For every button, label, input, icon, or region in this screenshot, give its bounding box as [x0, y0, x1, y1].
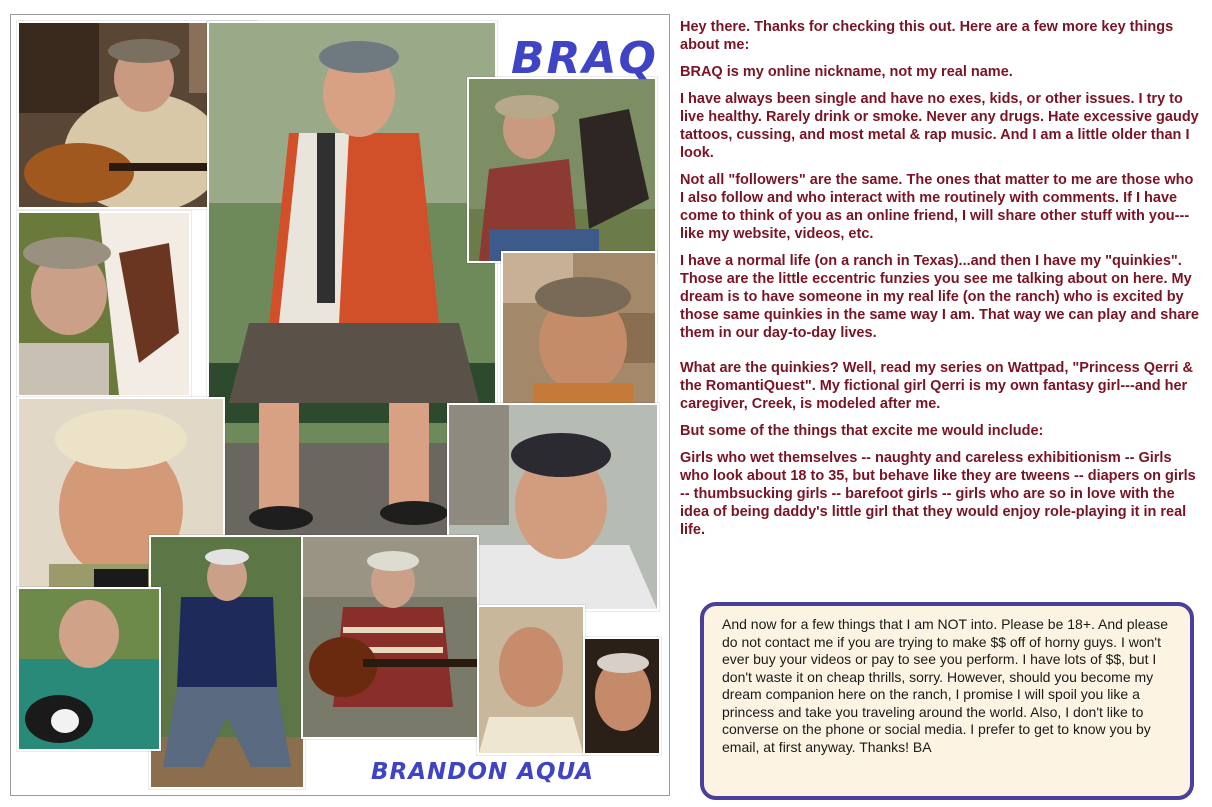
bio-wattpad: What are the quinkies? Well, read my series on Wattpad, "Princess Qerri & the RomantiQuest". My fictional girl Qerri is my own fantasy girl---and her caregiver, Creek, is modeled after me.: [680, 360, 1193, 412]
photo-portrait-small: [477, 605, 585, 755]
photo-portrait-dark: [583, 637, 661, 755]
bio-nickname-note: BRAQ is my online nickname, not my real name.: [680, 64, 1013, 80]
photo-portrait-stone: [501, 251, 657, 409]
photo-with-dog: [467, 77, 657, 263]
notice-box: [700, 602, 1194, 800]
bio-quinkies: I have a normal life (on a ranch in Texas)...and then I have my "quinkies". Those are the little eccentric funzies you see me talking about on here. My dream is to have someone in my real life (on the ranch) who is excited by those same quinkies in the same way I am. That way we can play and share them in our day-to-day lives.: [680, 253, 1199, 341]
photo-collage: [10, 14, 670, 796]
photo-navy-shirt: [149, 535, 305, 789]
notice-text: And now for a few things that I am NOT into. Please be 18+. And please do not contact me if you are trying to make $$ off of horny guys. I won't ever buy your videos or pay to see you perform. I have lots of $$, but I don't waste it on cheap thrills, sorry. However, should you become my dream companion here on the ranch, I promise I will spoil you like a princess and take you traveling around the world. Also, I don't like to converse on the phone or social media. I prefer to get to know you by email, at first anyway. Thanks! BA: [722, 616, 1169, 755]
bio-includes-intro: But some of the things that excite me would include:: [680, 423, 1044, 439]
full-name-caption: BRANDON AQUA: [371, 759, 594, 785]
photo-with-horse: [17, 211, 191, 397]
bio-text: [680, 18, 1200, 548]
photo-with-cat: [17, 587, 161, 751]
bio-intro: Hey there. Thanks for checking this out. Here are a few more key things about me:: [680, 19, 1174, 53]
bio-followers: Not all "followers" are the same. The ones that matter to me are those who I also follow and who interact with me routinely with comments. If I have come to think of you as an online friend, I will share other stuff with you---like my website, videos, etc.: [680, 172, 1194, 242]
nickname-title: BRAQ: [511, 33, 658, 84]
photo-guitar-striped: [301, 535, 479, 739]
bio-includes-list: Girls who wet themselves -- naughty and careless exhibitionism -- Girls who look about 18 to 35, but behave like they are tweens -- diapers on girls -- thumbsucking girls -- barefoot girls -- girls who are so in love with the idea of being daddy's little girl that they would enjoy role-playing it in real life.: [680, 450, 1196, 538]
bio-lifestyle: I have always been single and have no exes, kids, or other issues. I try to live healthy. Rarely drink or smoke. Never any drugs. Hate excessive gaudy tattoos, cussing, and most metal & rap music. And I am a little older than I look.: [680, 91, 1199, 161]
